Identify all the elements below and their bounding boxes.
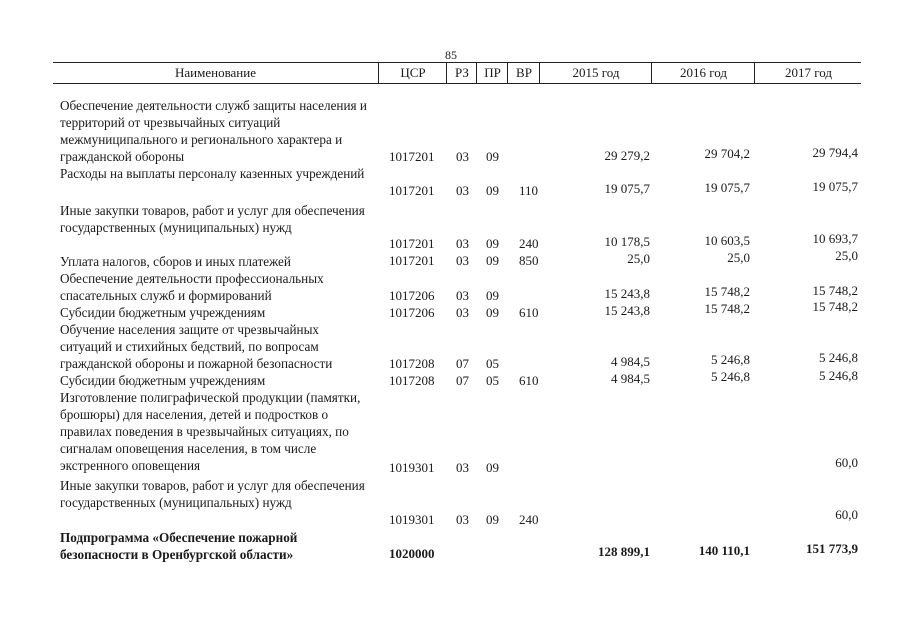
row-pr: 09 — [486, 460, 499, 475]
row-rz: 03 — [456, 253, 469, 268]
row-vr: 610 — [519, 373, 539, 388]
row-rz: 03 — [456, 305, 469, 320]
row-name: Обеспечение деятельности служб защиты населения и территорий от чрезвычайных ситуаций межмуниципального и регионального характера и гражданской обороны — [60, 98, 367, 164]
row-2015: 4 984,5 — [611, 371, 650, 386]
row-pr: 09 — [486, 149, 499, 164]
row-2016: 29 704,2 — [704, 146, 750, 161]
header-2016: 2016 год — [651, 63, 755, 83]
row-2015: 4 984,5 — [611, 354, 650, 369]
row-2017: 29 794,4 — [812, 145, 858, 160]
row-2015: 10 178,5 — [604, 234, 650, 249]
row-2015: 25,0 — [627, 251, 650, 266]
row-2017: 25,0 — [835, 248, 858, 263]
row-2015: 128 899,1 — [598, 544, 650, 559]
row-vr: 850 — [519, 253, 539, 268]
row-pr: 09 — [486, 183, 499, 198]
row-name: Уплата налогов, сборов и иных платежей — [60, 254, 291, 269]
row-csr: 1019301 — [389, 460, 435, 475]
row-rz: 03 — [456, 460, 469, 475]
row-rz: 07 — [456, 373, 469, 388]
row-2017: 60,0 — [835, 455, 858, 470]
row-2016: 5 246,8 — [711, 352, 750, 367]
header-vr: ВР — [507, 63, 540, 83]
row-pr: 09 — [486, 236, 499, 251]
row-csr: 1017206 — [389, 305, 435, 320]
row-2016: 10 603,5 — [704, 233, 750, 248]
row-csr: 1020000 — [389, 546, 435, 561]
header-rz: РЗ — [446, 63, 477, 83]
row-csr: 1019301 — [389, 512, 435, 527]
row-csr: 1017208 — [389, 356, 435, 371]
row-2017: 60,0 — [835, 507, 858, 522]
row-vr: 240 — [519, 512, 539, 527]
row-pr: 05 — [486, 356, 499, 371]
row-csr: 1017201 — [389, 149, 435, 164]
row-name: Изготовление полиграфической продукции (памятки, брошюры) для населения, детей и подростков о правилах поведения в чрезвычайных ситуациях, по сигналам оповещения населения, в том числе экстренного оповещения — [60, 390, 361, 473]
row-vr: 240 — [519, 236, 539, 251]
row-name: Субсидии бюджетным учреждениям — [60, 373, 266, 388]
row-csr: 1017201 — [389, 236, 435, 251]
header-csr: ЦСР — [378, 63, 447, 83]
header-name: Наименование — [175, 65, 256, 80]
row-name: Подпрограмма «Обеспечение пожарной безопасности в Оренбургской области» — [60, 530, 298, 562]
row-vr: 610 — [519, 305, 539, 320]
row-rz: 03 — [456, 183, 469, 198]
row-rz: 03 — [456, 512, 469, 527]
row-2017: 151 773,9 — [806, 541, 858, 556]
row-pr: 09 — [486, 253, 499, 268]
row-csr: 1017206 — [389, 288, 435, 303]
row-2016: 140 110,1 — [698, 543, 750, 558]
row-vr: 110 — [519, 183, 539, 198]
row-2015: 29 279,2 — [604, 148, 650, 163]
row-csr: 1017208 — [389, 373, 435, 388]
row-2016: 15 748,2 — [704, 284, 750, 299]
row-pr: 09 — [486, 305, 499, 320]
page-number: 85 — [445, 48, 457, 62]
row-2017: 15 748,2 — [812, 283, 858, 298]
row-2016: 19 075,7 — [704, 180, 750, 195]
row-name: Субсидии бюджетным учреждениям — [60, 305, 266, 320]
row-2017: 10 693,7 — [812, 231, 858, 246]
row-2016: 25,0 — [727, 250, 750, 265]
row-rz: 03 — [456, 288, 469, 303]
row-rz: 03 — [456, 149, 469, 164]
row-name: Обучение населения защите от чрезвычайных ситуаций и стихийных бедствий, по вопросам гражданской обороны и пожарной безопасности — [60, 322, 333, 371]
row-2016: 5 246,8 — [711, 369, 750, 384]
header-2015: 2015 год — [539, 63, 652, 83]
row-2017: 19 075,7 — [812, 179, 858, 194]
row-name: Обеспечение деятельности профессиональных спасательных служб и формирований — [60, 271, 324, 303]
row-rz: 07 — [456, 356, 469, 371]
row-csr: 1017201 — [389, 183, 435, 198]
row-name: Иные закупки товаров, работ и услуг для обеспечения государственных (муниципальных) нужд — [60, 478, 365, 510]
row-name: Расходы на выплаты персоналу казенных учреждений — [60, 166, 365, 181]
row-rz: 03 — [456, 236, 469, 251]
row-name: Иные закупки товаров, работ и услуг для обеспечения государственных (муниципальных) нужд — [60, 203, 365, 235]
row-2016: 15 748,2 — [704, 301, 750, 316]
row-pr: 09 — [486, 512, 499, 527]
row-2017: 5 246,8 — [819, 368, 858, 383]
row-2017: 15 748,2 — [812, 299, 858, 314]
row-2015: 15 243,8 — [604, 303, 650, 318]
row-2015: 15 243,8 — [604, 286, 650, 301]
row-2015: 19 075,7 — [604, 181, 650, 196]
row-pr: 09 — [486, 288, 499, 303]
row-pr: 05 — [486, 373, 499, 388]
header-2017: 2017 год — [754, 63, 862, 83]
header-pr: ПР — [476, 63, 508, 83]
row-csr: 1017201 — [389, 253, 435, 268]
row-2017: 5 246,8 — [819, 350, 858, 365]
